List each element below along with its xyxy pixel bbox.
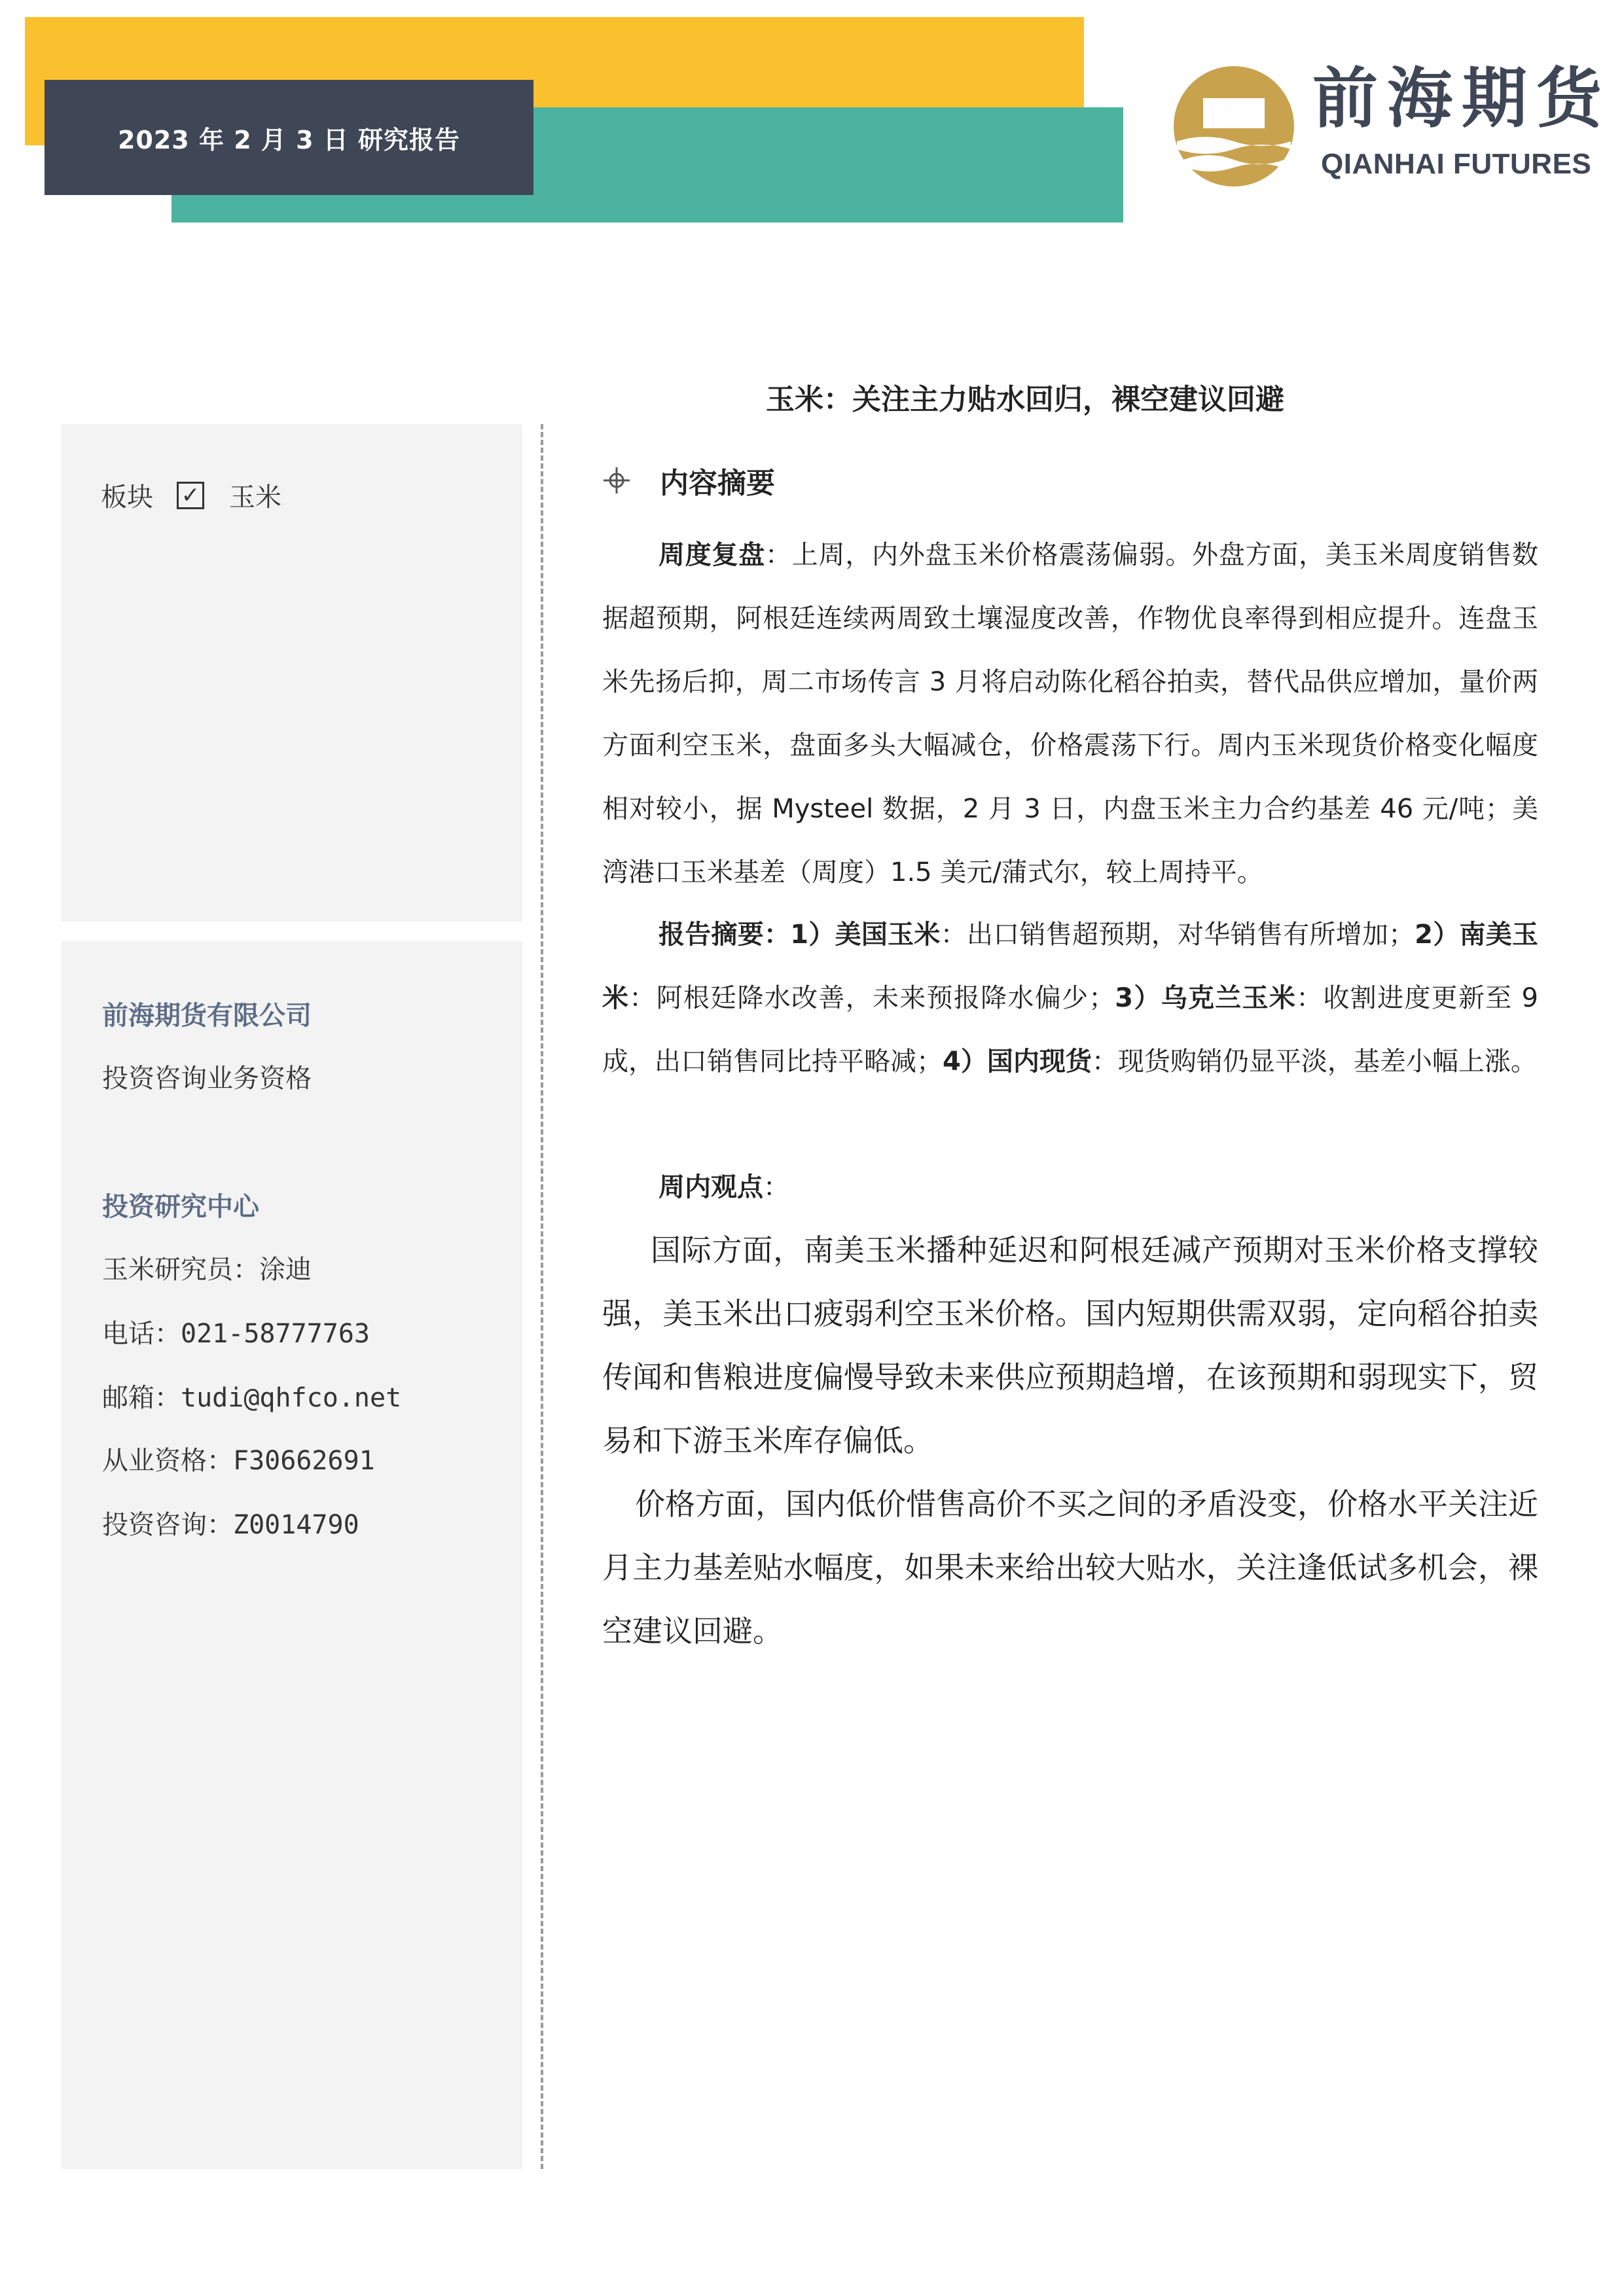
colon: ：	[763, 1172, 789, 1202]
dashed-divider	[541, 424, 543, 2169]
label-us-corn: 报告摘要：1）美国玉米	[659, 920, 941, 950]
text-us-corn: ：出口销售超预期，对华销售有所增加；	[940, 920, 1415, 950]
report-title: 玉米：关注主力贴水回归，裸空建议回避	[766, 383, 1284, 416]
label-weekly-review: 周度复盘	[659, 540, 765, 570]
company-name: 前海期货有限公司	[102, 1001, 312, 1031]
report-date: 2023 年 2 月 3 日 研究报告	[117, 125, 461, 154]
text-domestic-spot: ：现货购销仍显平淡，基差小幅上涨。	[1091, 1047, 1537, 1077]
text-ukraine-corn: ：收割进度更新至 9 成，出口销售同比持平略减；	[602, 983, 1538, 1077]
paragraph-international: 国际方面，南美玉米播种延迟和阿根廷减产预期对玉米价格支撑较强，美玉米出口疲弱利空玉米价格。国内短期供需双弱，定向稻谷拍卖传闻和售粮进度偏慢导致未来供应预期趋增，在该预期和弱现实下，贸易和下游玉米库存偏低。	[602, 1232, 1538, 1458]
qualification: 投资咨询业务资格	[102, 1064, 312, 1094]
paragraph-price: 价格方面，国内低价惜售高价不买之间的矛盾没变，价格水平关注近月主力基差贴水幅度，如果未来给出较大贴水，关注逢低试多机会，裸空建议回避。	[602, 1486, 1538, 1649]
sector-label: 板块	[101, 482, 153, 512]
section-heading	[602, 459, 775, 501]
sidebar-info-panel	[62, 941, 522, 2169]
paragraph-weekly-review	[602, 524, 1538, 905]
label-weekly-view: 周内观点	[659, 1172, 763, 1202]
research-center: 投资研究中心	[102, 1192, 259, 1222]
paragraph-weekly-view-heading	[602, 1156, 1538, 1219]
crosshair-icon	[602, 466, 631, 495]
sector-value: 玉米	[229, 482, 281, 512]
label-ukraine-corn: 3）乌克兰玉米	[1115, 983, 1297, 1013]
label-south-america-corn: 2）南美玉米	[602, 920, 1538, 1013]
email: 邮箱：tudi@qhfco.net	[102, 1383, 402, 1413]
text-south-america-corn: ：阿根廷降水改善，未来预报降水偏少；	[629, 983, 1115, 1013]
logo-english-name: QIANHAI FUTURES	[1321, 148, 1592, 180]
label-domestic-spot: 4）国内现货	[943, 1047, 1092, 1077]
sector-row	[101, 476, 281, 514]
text-weekly-review: ：上周，内外盘玉米价格震荡偏弱。外盘方面，美玉米周度销售数据超预期，阿根廷连续两周致土壤湿度改善，作物优良率得到相应提升。连盘玉米先扬后抑，周二市场传言 3 月将启动陈化稻谷拍卖，替代品供应增加，量价两方面利空玉米，盘面多头大幅减仓，价格震荡下行。周内玉米现货价格变化幅度相对较小，据 Mysteel 数据，2 月 3 日，内盘玉米主力合约基差 46 元/吨；美湾港口玉米基差（周度）1.5 美元/蒲式尔，较上周持平。	[602, 540, 1538, 888]
checkbox-checked-icon: ✓	[177, 482, 204, 509]
logo-chinese-name: 前海期货	[1312, 60, 1611, 137]
consult-number: 投资咨询：Z0014790	[102, 1510, 359, 1540]
phone: 电话：021-58777763	[102, 1319, 370, 1349]
researcher: 玉米研究员：涂迪	[102, 1255, 312, 1285]
license-number: 从业资格：F30662691	[102, 1446, 375, 1476]
section-title: 内容摘要	[660, 467, 775, 500]
paragraph-report-summary	[602, 903, 1538, 1094]
company-logo-icon	[1172, 64, 1296, 188]
